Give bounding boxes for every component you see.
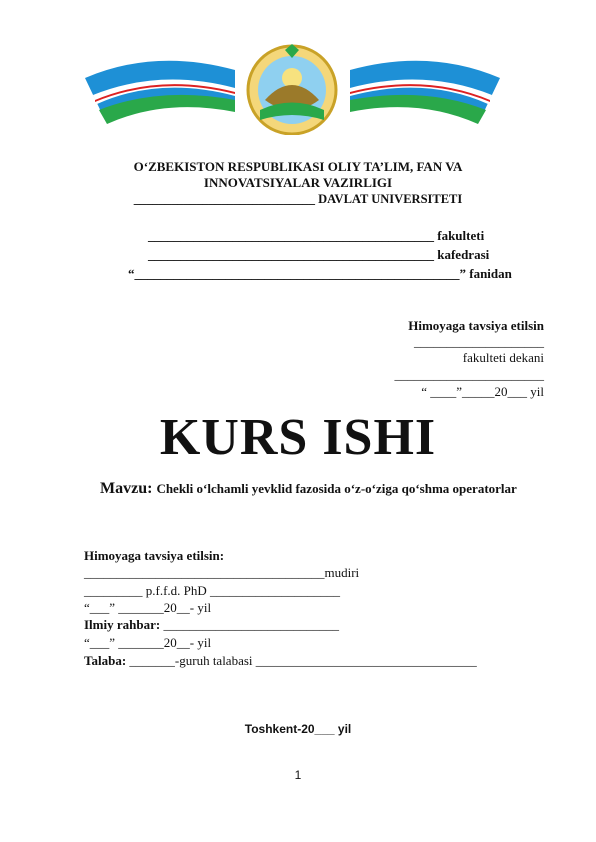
ministry-line-1: O‘ZBEKISTON RESPUBLIKASI OLIY TA’LIM, FAN VA <box>133 159 463 174</box>
page-number: 1 <box>294 768 302 782</box>
supervisor-row <box>84 617 339 633</box>
date-line-1: “___” _______20__- yil <box>84 600 212 615</box>
supervisor-line: ___________________________ <box>160 617 339 632</box>
approval-title: Himoyaga tavsiya etilsin <box>408 318 544 333</box>
main-title: KURS ISHI <box>159 409 437 466</box>
student-label: Talaba: <box>84 653 127 668</box>
approval-date: “ ____”_____20___ yil <box>421 384 544 399</box>
ministry-line-2: INNOVATSIYALAR VAZIRLIGI <box>203 175 393 190</box>
supervisor-label: Ilmiy rahbar: <box>84 617 161 632</box>
student-row <box>84 653 477 669</box>
phd-line: _________ p.f.f.d. PhD ____________________ <box>84 583 341 598</box>
university-line: _____________________________ DAVLAT UNIVERSITETI <box>133 192 463 206</box>
emblem-with-flags <box>85 40 500 135</box>
city-year: Toshkent-20___ yil <box>244 722 352 736</box>
subject-line: “__________________________________________________” fanidan <box>128 266 512 281</box>
topic <box>100 480 517 498</box>
department-head-line: _____________________________________mudiri <box>84 565 360 580</box>
department-line: ____________________________________________ kafedrasi <box>148 247 490 262</box>
topic-value: Chekli o‘lchamli yevklid fazosida o‘z-o‘ziga qo‘shma operatorlar <box>156 481 517 496</box>
recommend-title: Himoyaga tavsiya etilsin: <box>84 548 225 563</box>
topic-label: Mavzu: <box>100 480 153 497</box>
approval-role: fakulteti dekani <box>462 350 544 365</box>
approval-signature-line: ____________________ <box>414 334 544 349</box>
student-line: _______-guruh talabasi __________________________________ <box>126 653 477 668</box>
approval-line-2: _______________________ <box>394 367 544 382</box>
faculty-line: ____________________________________________ fakulteti <box>148 228 485 243</box>
date-line-2: “___” _______20__- yil <box>84 635 212 650</box>
